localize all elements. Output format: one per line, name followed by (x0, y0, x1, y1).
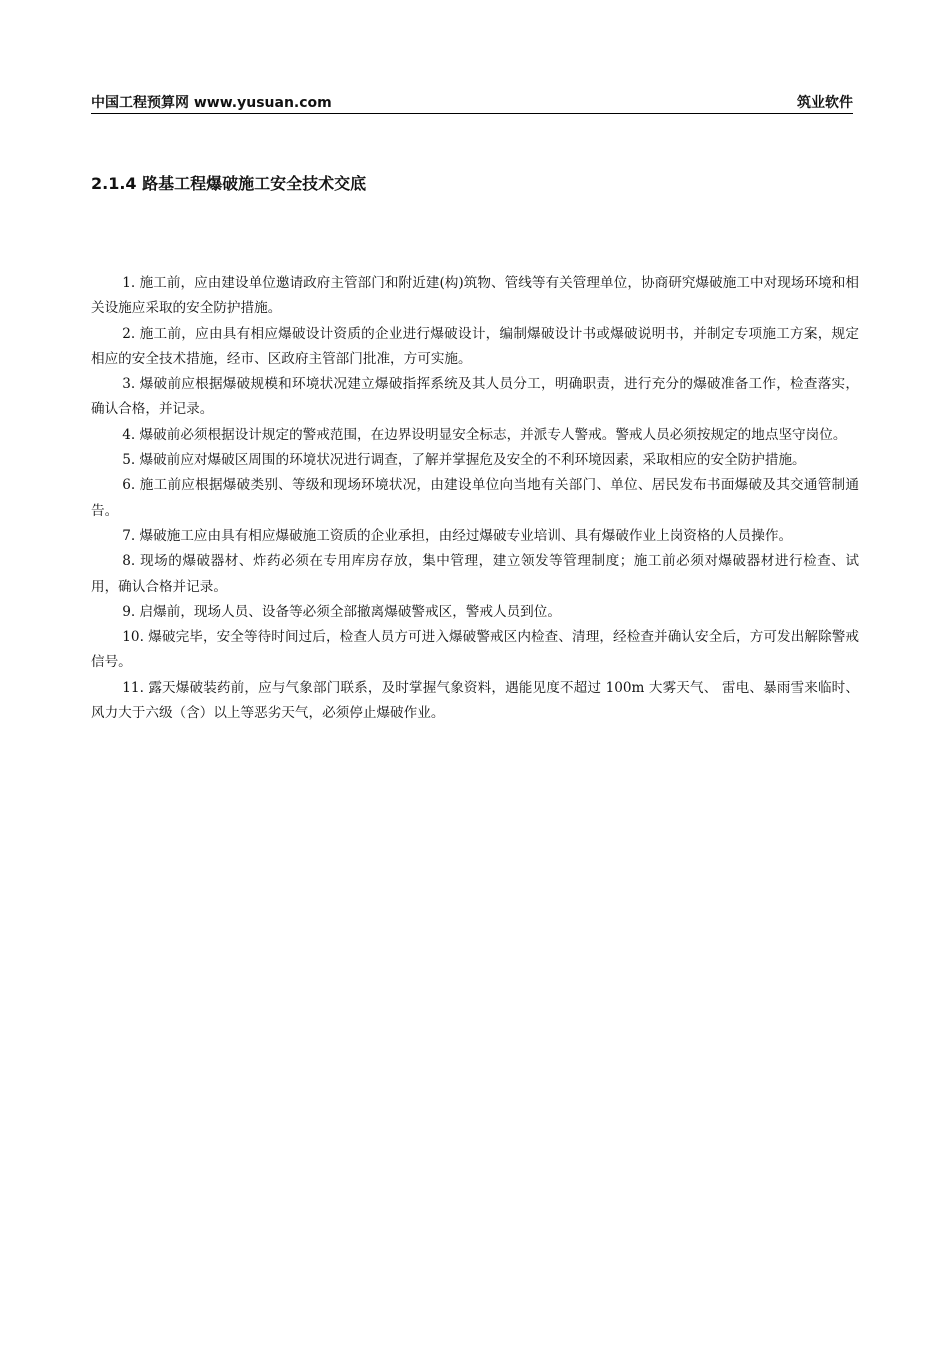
document-body (91, 271, 859, 726)
header-left (91, 93, 332, 113)
list-item: 1. 施工前，应由建设单位邀请政府主管部门和附近建(构)筑物、管线等有关管理单位，协商研究爆破施工中对现场环境和相关设施应采取的安全防护措施。 (91, 275, 859, 317)
list-item: 10. 爆破完毕，安全等待时间过后，检查人员方可进入爆破警戒区内检查、清理，经检查并确认安全后，方可发出解除警戒信号。 (91, 629, 859, 671)
list-item: 6. 施工前应根据爆破类别、等级和现场环境状况，由建设单位向当地有关部门、单位、居民发布书面爆破及其交通管制通告。 (91, 477, 859, 519)
page-header (91, 93, 853, 114)
list-item: 11. 露天爆破装药前，应与气象部门联系，及时掌握气象资料，遇能见度不超过 100m 大雾天气、 雷电、暴雨雪来临时、风力大于六级（含）以上等恶劣天气，必须停止爆破作业。 (91, 679, 859, 722)
document-title: 2.1.4 路基工程爆破施工安全技术交底 (91, 174, 367, 193)
list-item: 9. 启爆前，现场人员、设备等必须全部撤离爆破警戒区，警戒人员到位。 (122, 603, 561, 620)
list-item: 2. 施工前，应由具有相应爆破设计资质的企业进行爆破设计，编制爆破设计书或爆破说明书，并制定专项施工方案，规定相应的安全技术措施，经市、区政府主管部门批准，方可实施。 (91, 325, 859, 367)
list-item: 3. 爆破前应根据爆破规模和环境状况建立爆破指挥系统及其人员分工，明确职责，进行充分的爆破准备工作，检查落实，确认合格，并记录。 (91, 376, 859, 418)
list-item: 4. 爆破前必须根据设计规定的警戒范围，在边界设明显安全标志，并派专人警戒。警戒人员必须按规定的地点坚守岗位。 (122, 426, 847, 443)
list-item: 5. 爆破前应对爆破区周围的环境状况进行调查，了解并掌握危及安全的不利环境因素，采取相应的安全防护措施。 (122, 452, 806, 469)
list-item: 7. 爆破施工应由具有相应爆破施工资质的企业承担，由经过爆破专业培训、具有爆破作业上岗资格的人员操作。 (122, 527, 793, 544)
list-item: 8. 现场的爆破器材、炸药必须在专用库房存放，集中管理，建立领发等管理制度；施工前必须对爆破器材进行检查、试用，确认合格并记录。 (91, 553, 859, 595)
site-name: 中国工程预算网 (91, 95, 189, 111)
brand-name: 筑业软件 (797, 95, 853, 111)
site-url-link[interactable]: www.yusuan.com (193, 95, 332, 111)
